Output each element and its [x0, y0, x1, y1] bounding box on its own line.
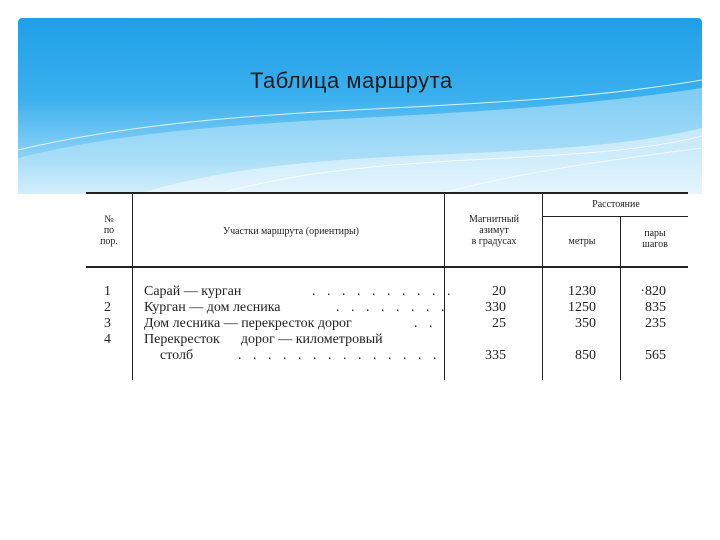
row-3-meters: 350	[575, 316, 596, 331]
row-1-steps: ·820	[640, 284, 666, 299]
header-azimuth-line-2: азимут	[479, 225, 509, 236]
row-1-leader-dots: . . . . . . . . . .	[312, 284, 455, 299]
row-3-segment: Дом лесника — перекресток дорог	[144, 316, 352, 331]
header-steps-line-1: пары	[644, 228, 666, 239]
row-1-meters: 1230	[568, 284, 596, 299]
row-2-leader-dots: . . . . . . . .	[336, 300, 449, 315]
col-divider-1	[132, 194, 133, 380]
row-2-azimuth: 330	[485, 300, 506, 315]
row-4-leader-dots: . . . . . . . . . . . . . .	[238, 348, 441, 363]
header-steps	[624, 228, 686, 250]
row-4-segment-continued: столб	[160, 348, 194, 363]
table-top-rule	[86, 192, 688, 194]
row-3-num: 3	[104, 316, 111, 331]
header-num-line-3: пор.	[100, 236, 118, 247]
col-divider-3	[542, 194, 543, 380]
row-4-num: 4	[104, 332, 111, 347]
header-segments: Участки маршрута (ориентиры)	[222, 226, 359, 237]
header-num-line-1: №	[104, 214, 114, 225]
header-steps-line-2: шагов	[642, 239, 668, 250]
row-3-azimuth: 25	[492, 316, 506, 331]
row-2-meters: 1250	[568, 300, 596, 315]
row-4-steps: 565	[645, 348, 666, 363]
header-azimuth	[448, 214, 540, 247]
row-4-segment: Перекресток дорог — километровый	[144, 332, 383, 347]
row-1-segment: Сарай — курган	[144, 284, 242, 299]
slide-title: Таблица маршрута	[250, 68, 453, 93]
row-2-steps: 835	[645, 300, 666, 315]
row-4-azimuth: 335	[485, 348, 506, 363]
route-table	[86, 190, 688, 380]
row-1-azimuth: 20	[492, 284, 506, 299]
row-4-meters: 850	[575, 348, 596, 363]
row-3-steps: 235	[645, 316, 666, 331]
slide-header	[18, 18, 702, 194]
header-num	[90, 214, 128, 247]
header-distance: Расстояние	[592, 199, 640, 210]
header-azimuth-line-3: в градусах	[471, 236, 517, 247]
distance-subheader-rule	[542, 216, 688, 217]
header-wave-decoration	[18, 18, 702, 194]
row-2-segment: Курган — дом лесника	[144, 300, 281, 315]
table-header-bottom-rule	[86, 266, 688, 268]
row-3-leader-dots: . .	[414, 316, 437, 331]
header-meters: метры	[568, 236, 596, 247]
header-azimuth-line-1: Магнитный	[469, 214, 519, 225]
row-1-num: 1	[104, 284, 111, 299]
header-num-line-2: по	[103, 225, 115, 236]
row-2-num: 2	[104, 300, 111, 315]
col-divider-4	[620, 217, 621, 380]
